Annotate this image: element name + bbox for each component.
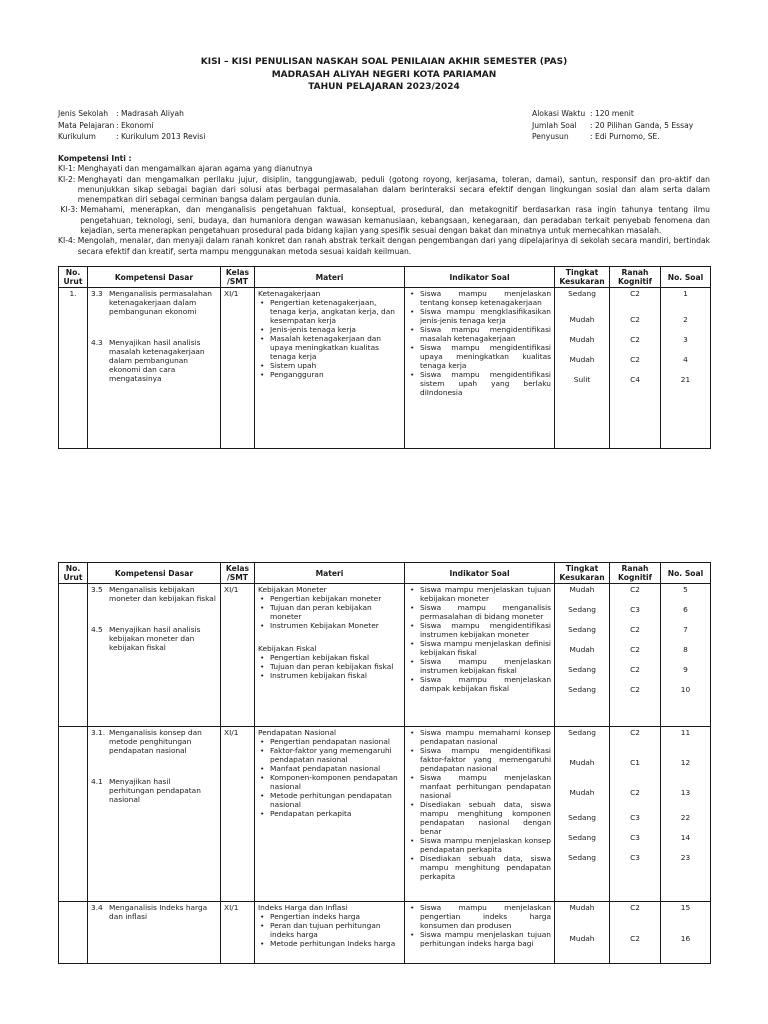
nosoal-value: 3: [683, 335, 688, 344]
indikator-item: • Siswa mampu menjelaskan pengertian indeks harga konsumen dan produsen: [418, 903, 551, 930]
table-row: [59, 288, 711, 449]
meta-value: : Edi Purnomo, SE.: [590, 132, 660, 141]
ranah-value: C1: [630, 758, 640, 767]
cell-tingkat: [555, 902, 610, 964]
materi-heading: Ketenagakerjaan: [258, 289, 321, 298]
header-kelas: Kelas /SMT: [221, 563, 255, 584]
cell-nosoal: [661, 727, 711, 902]
cell-no: [59, 727, 88, 902]
nosoal-value: 21: [680, 375, 691, 384]
meta-right: [532, 108, 693, 143]
cell-ranah: [610, 727, 661, 902]
tingkat-value: Mudah: [569, 585, 595, 594]
kd-item: [91, 625, 217, 652]
materi-item: • Peran dan tujuan perhitungan indeks harga: [268, 921, 401, 939]
indikator-item: • Siswa mampu menjelaskan konsep pendapatan perkapita: [418, 836, 551, 854]
tingkat-value: Sedang: [568, 813, 596, 822]
ki-text: Menghayati dan mengamalkan ajaran agama yang dianutnya: [77, 164, 313, 174]
materi-group: [258, 903, 401, 948]
header-indikator: Indikator Soal: [405, 563, 555, 584]
materi-heading: Indeks Harga dan Inflasi: [258, 903, 348, 912]
kisi-table-2: [58, 562, 711, 964]
ki-text: Memahami, menerapkan, dan menganalisis pengetahuan faktual, konseptual, prosedural, dan metakognitif berdasarkan rasa ingin tahunya tentang ilmu pengetahuan, teknologi, seni, budaya, dan humaniora dengan wawasan kemanusiaan, kebangsaan, kenegaraan, dan peradaban terkait penyebab fenomena dan kejadian, serta menerapkan pengetahuan prosedural pada bidang kajian yang spesifik sesuai dengan bakat dan minatnya untuk memecahkan masalah.: [80, 205, 710, 236]
nosoal-value: 15: [680, 903, 691, 912]
tingkat-value: Mudah: [569, 315, 595, 324]
tingkat-value: Sedang: [568, 833, 596, 842]
tingkat-value: Mudah: [569, 335, 595, 344]
cell-nosoal: [661, 584, 711, 727]
materi-item: • Pengertian indeks harga: [268, 912, 401, 921]
kd-item: [91, 728, 217, 755]
meta-row: [532, 108, 693, 120]
indikator-list: [408, 585, 551, 693]
cell-no: [59, 902, 88, 964]
ranah-value: C2: [630, 315, 640, 324]
document-title: [0, 56, 768, 94]
indikator-item: • Siswa mampu mengidentifikasi upaya meningkatkan kualitas tenaga kerja: [418, 343, 551, 370]
materi-item: • Jenis-jenis tenaga kerja: [268, 325, 401, 334]
materi-item: • Pengertian ketenagakerjaan, tenaga kerja, angkatan kerja, dan kesempatan kerja: [268, 298, 401, 325]
indikator-item: • Siswa mampu menjelaskan definisi kebijakan fiskal: [418, 639, 551, 657]
ki-item: [58, 205, 710, 236]
nosoal-value: 7: [683, 625, 688, 634]
header-materi: Materi: [255, 563, 405, 584]
header-indikator: Indikator Soal: [405, 267, 555, 288]
nosoal-value: 16: [680, 934, 691, 943]
ranah-value: C2: [630, 335, 640, 344]
indikator-item: • Siswa mampu menjelaskan manfaat perhitungan pendapatan nasional: [418, 773, 551, 800]
ranah-value: C2: [630, 685, 640, 694]
header-kelas: Kelas /SMT: [221, 267, 255, 288]
ranah-value: C2: [630, 665, 640, 674]
title-line-3: TAHUN PELAJARAN 2023/2024: [308, 82, 460, 92]
ki-code: KI-1:: [58, 164, 78, 174]
tingkat-value: Mudah: [569, 788, 595, 797]
ki-text: Menghayati dan mengamalkan perilaku jujur, disiplin, tanggungjawab, peduli (gotong royong, kerjasama, toleran, damai), santun, responsif dan pro-aktif dan menunjukkan sikap sebagai bagian dari solusi atas berbagai permasalahan dalam berinteraksi secara efektif dengan lingkungan sosial dan alam serta dalam menempatkan diri sebagai cerminan bangsa dalam pergaulan dunia.: [77, 174, 710, 205]
nosoal-value: 22: [680, 813, 691, 822]
indikator-item: • Siswa mampu menganalisis permasalahan di bidang moneter: [418, 603, 551, 621]
indikator-list: [408, 289, 551, 397]
ranah-value: C2: [630, 355, 640, 364]
cell-kelas: XI/1: [221, 902, 255, 964]
meta-row: [58, 108, 205, 120]
meta-value: : Ekonomi: [116, 120, 154, 130]
materi-list: [258, 912, 401, 948]
header-ranah: Ranah Kognitif: [610, 563, 661, 584]
kd-number: 3.5: [91, 585, 103, 594]
indikator-item: • Siswa mampu memahami konsep pendapatan nasional: [418, 728, 551, 746]
tingkat-value: Sedang: [568, 728, 596, 737]
indikator-item: • Siswa mampu menjelaskan tujuan kebijakan moneter: [418, 585, 551, 603]
cell-kompetensi-dasar: [88, 288, 221, 449]
materi-group: [258, 644, 401, 680]
ranah-value: C2: [630, 788, 640, 797]
meta-key: Alokasi Waktu: [532, 109, 586, 118]
cell-ranah: [610, 584, 661, 727]
meta-key: Penyusun: [532, 132, 569, 141]
table-header-row: [59, 267, 711, 288]
tingkat-value: Mudah: [569, 355, 595, 364]
table-row: [59, 902, 711, 964]
meta-row: [58, 131, 205, 143]
tingkat-value: Sedang: [568, 685, 596, 694]
ranah-value: C4: [630, 375, 640, 384]
materi-group: [258, 289, 401, 379]
tingkat-value: Sedang: [568, 625, 596, 634]
cell-kompetensi-dasar: [88, 902, 221, 964]
kd-text: Menganalisis Indeks harga dan inflasi: [109, 903, 208, 921]
tingkat-value: Sedang: [568, 853, 596, 862]
kompetensi-inti-section: [58, 154, 710, 257]
cell-kelas: XI/1: [221, 584, 255, 727]
cell-indikator: [405, 902, 555, 964]
cell-indikator: [405, 288, 555, 449]
kd-text: Menganalisis kebijakan moneter dan kebijakan fiskal: [109, 585, 216, 603]
materi-item: • Pengertian kebijakan fiskal: [268, 653, 401, 662]
materi-item: • Sistem upah: [268, 361, 401, 370]
indikator-item: • Disediakan sebuah data, siswa mampu menghitung pendapatan perkapita: [418, 854, 551, 881]
nosoal-value: 13: [680, 788, 691, 797]
cell-materi: [255, 902, 405, 964]
header-kd: Kompetensi Dasar: [88, 267, 221, 288]
kd-item: [91, 777, 217, 804]
tingkat-value: Mudah: [569, 934, 595, 943]
meta-row: [58, 120, 205, 132]
meta-left: [58, 108, 205, 143]
ki-item: [58, 236, 710, 257]
materi-group: [258, 585, 401, 630]
materi-item: • Metode perhitungan pendapatan nasional: [268, 791, 401, 809]
tingkat-value: Mudah: [569, 903, 595, 912]
kd-text: Menganalisis konsep dan metode penghitungan pendapatan nasional: [109, 728, 202, 755]
header-no: No. Urut: [59, 563, 88, 584]
cell-nosoal: [661, 288, 711, 449]
nosoal-value: 1: [683, 289, 688, 298]
cell-kelas: XI/1: [221, 288, 255, 449]
tingkat-value: Mudah: [569, 645, 595, 654]
kd-number: 3.1.: [91, 728, 106, 737]
ranah-value: C3: [630, 605, 640, 614]
ranah-value: C2: [630, 585, 640, 594]
kd-number: 3.3: [91, 289, 103, 298]
cell-no: 1.: [59, 288, 88, 449]
indikator-item: • Siswa mampu mengidentifikasi faktor-faktor yang memengaruhi pendapatan nasional: [418, 746, 551, 773]
meta-key: Mata Pelajaran: [58, 120, 115, 130]
kd-item: [91, 338, 217, 383]
materi-item: • Metode perhitungan Indeks harga: [268, 939, 401, 948]
cell-kompetensi-dasar: [88, 584, 221, 727]
nosoal-value: 10: [680, 685, 691, 694]
meta-value: : 120 menit: [590, 109, 634, 118]
indikator-item: • Siswa mampu mengidentifikasi instrumen kebijakan moneter: [418, 621, 551, 639]
materi-heading: Kebijakan Fiskal: [258, 644, 317, 653]
ki-item: [58, 175, 710, 206]
materi-item: • Instrumen kebijakan fiskal: [268, 671, 401, 680]
kompetensi-inti-heading: Kompetensi Inti :: [58, 154, 132, 163]
indikator-item: • Siswa mampu menjelaskan instrumen kebijakan fiskal: [418, 657, 551, 675]
materi-list: [258, 298, 401, 379]
ki-code: KI-3:: [58, 205, 81, 215]
materi-heading: Kebijakan Moneter: [258, 585, 327, 594]
kd-text: Menganalisis permasalahan ketenagakerjaan dalam pembangunan ekonomi: [109, 289, 212, 316]
tingkat-value: Sulit: [573, 375, 591, 384]
header-no: No. Urut: [59, 267, 88, 288]
indikator-item: • Siswa mampu mengidentifikasi sistem upah yang berlaku diIndonesia: [418, 370, 551, 397]
materi-item: • Pengertian kebijakan moneter: [268, 594, 401, 603]
cell-indikator: [405, 584, 555, 727]
tingkat-value: Sedang: [568, 289, 596, 298]
meta-row: [532, 120, 693, 132]
kd-item: [91, 289, 217, 316]
nosoal-value: 2: [683, 315, 688, 324]
materi-list: [258, 653, 401, 680]
header-nosoal: No. Soal: [661, 563, 711, 584]
cell-ranah: [610, 902, 661, 964]
cell-tingkat: [555, 584, 610, 727]
materi-group: [258, 728, 401, 818]
materi-item: • Pendapatan perkapita: [268, 809, 401, 818]
tingkat-value: Mudah: [569, 758, 595, 767]
ki-code: KI-4:: [58, 236, 78, 246]
ranah-value: C2: [630, 289, 640, 298]
kd-number: 4.1: [91, 777, 103, 786]
nosoal-value: 6: [683, 605, 688, 614]
ki-text: Mengolah, menalar, dan menyaji dalam ranah konkret dan ranah abstrak terkait dengan pengembangan dari yang dipelajarinya di sekolah secara mandiri, bertindak secara efektif dan kreatif, serta mampu menggunakan metoda sesuai kaidah keilmuan.: [77, 236, 710, 256]
materi-list: [258, 594, 401, 630]
title-line-1: KISI – KISI PENULISAN NASKAH SOAL PENILAIAN AKHIR SEMESTER (PAS): [200, 57, 568, 67]
meta-value: : 20 Pilihan Ganda, 5 Essay: [590, 120, 694, 130]
ranah-value: C2: [630, 625, 640, 634]
materi-item: • Komponen-komponen pendapatan nasional: [268, 773, 401, 791]
header-nosoal: No. Soal: [661, 267, 711, 288]
nosoal-value: 11: [680, 728, 691, 737]
indikator-list: [408, 903, 551, 948]
header-kd: Kompetensi Dasar: [88, 563, 221, 584]
ranah-value: C2: [630, 728, 640, 737]
ranah-value: C2: [630, 934, 640, 943]
table-header-row: [59, 563, 711, 584]
meta-key: Kurikulum: [58, 132, 96, 141]
kd-text: Menyajikan hasil analisis masalah ketenagakerjaan dalam pembangunan ekonomi dan cara mengatasinya: [109, 338, 205, 383]
kd-number: 4.3: [91, 338, 103, 347]
cell-kompetensi-dasar: [88, 727, 221, 902]
meta-row: [532, 131, 693, 143]
tingkat-value: Sedang: [568, 665, 596, 674]
indikator-item: • Disediakan sebuah data, siswa mampu menghitung komponen pendapatan nasional dengan benar: [418, 800, 551, 836]
nosoal-value: 9: [683, 665, 688, 674]
meta-value: : Madrasah Aliyah: [116, 109, 184, 118]
ranah-value: C3: [630, 813, 640, 822]
cell-nosoal: [661, 902, 711, 964]
cell-ranah: [610, 288, 661, 449]
cell-no: [59, 584, 88, 727]
header-ranah: Ranah Kognitif: [610, 267, 661, 288]
indikator-item: • Siswa mampu mengidentifikasi masalah ketenagakerjaan: [418, 325, 551, 343]
materi-list: [258, 737, 401, 818]
header-materi: Materi: [255, 267, 405, 288]
materi-heading: Pendapatan Nasional: [258, 728, 337, 737]
kd-number: 3.4: [91, 903, 103, 912]
cell-materi: [255, 288, 405, 449]
cell-indikator: [405, 727, 555, 902]
ranah-value: C2: [630, 645, 640, 654]
ranah-value: C3: [630, 833, 640, 842]
materi-item: • Tujuan dan peran kebijakan moneter: [268, 603, 401, 621]
meta-value: : Kurikulum 2013 Revisi: [116, 132, 206, 141]
nosoal-value: 12: [680, 758, 691, 767]
kd-item: [91, 903, 217, 921]
ki-code: KI-2:: [58, 174, 78, 184]
indikator-item: • Siswa mampu menjelaskan dampak kebijakan fiskal: [418, 675, 551, 693]
meta-key: Jenis Sekolah: [58, 109, 109, 118]
indikator-item: • Siswa mampu mengklasifikasikan jenis-jenis tenaga kerja: [418, 307, 551, 325]
nosoal-value: 23: [680, 853, 691, 862]
cell-tingkat: [555, 288, 610, 449]
cell-kelas: XI/1: [221, 727, 255, 902]
title-line-2: MADRASAH ALIYAH NEGERI KOTA PARIAMAN: [271, 69, 497, 80]
indikator-list: [408, 728, 551, 881]
cell-tingkat: [555, 727, 610, 902]
ranah-value: C3: [630, 853, 640, 862]
materi-item: • Faktor-faktor yang memengaruhi pendapatan nasional: [268, 746, 401, 764]
kd-text: Menyajikan hasil analisis kebijakan moneter dan kebijakan fiskal: [109, 625, 201, 652]
materi-item: • Masalah ketenagakerjaan dan upaya meningkatkan kualitas tenaga kerja: [268, 334, 401, 361]
cell-materi: [255, 727, 405, 902]
cell-materi: [255, 584, 405, 727]
table-row: [59, 727, 711, 902]
header-tingkat: Tingkat Kesukaran: [555, 267, 610, 288]
meta-key: Jumlah Soal: [532, 120, 577, 130]
materi-item: • Manfaat pendapatan nasional: [268, 764, 401, 773]
table-row: [59, 584, 711, 727]
materi-item: • Instrumen Kebijakan Moneter: [268, 621, 401, 630]
materi-item: • Pengangguran: [268, 370, 401, 379]
kisi-table-1: [58, 266, 711, 449]
materi-item: • Pengertian pendapatan nasional: [268, 737, 401, 746]
ki-item: [58, 164, 710, 174]
kd-item: [91, 585, 217, 603]
nosoal-value: 8: [683, 645, 688, 654]
ranah-value: C2: [630, 903, 640, 912]
nosoal-value: 4: [683, 355, 688, 364]
kd-text: Menyajikan hasil perhitungan pendapatan nasional: [109, 777, 201, 804]
header-tingkat: Tingkat Kesukaran: [555, 563, 610, 584]
indikator-item: • Siswa mampu menjelaskan tujuan perhitungan indeks harga bagi: [418, 930, 551, 948]
nosoal-value: 14: [680, 833, 691, 842]
materi-item: • Tujuan dan peran kebijakan fiskal: [268, 662, 401, 671]
indikator-item: • Siswa mampu menjelaskan tentang konsep ketenagakerjaan: [418, 289, 551, 307]
nosoal-value: 5: [683, 585, 688, 594]
tingkat-value: Sedang: [568, 605, 596, 614]
kd-number: 4.5: [91, 625, 103, 634]
